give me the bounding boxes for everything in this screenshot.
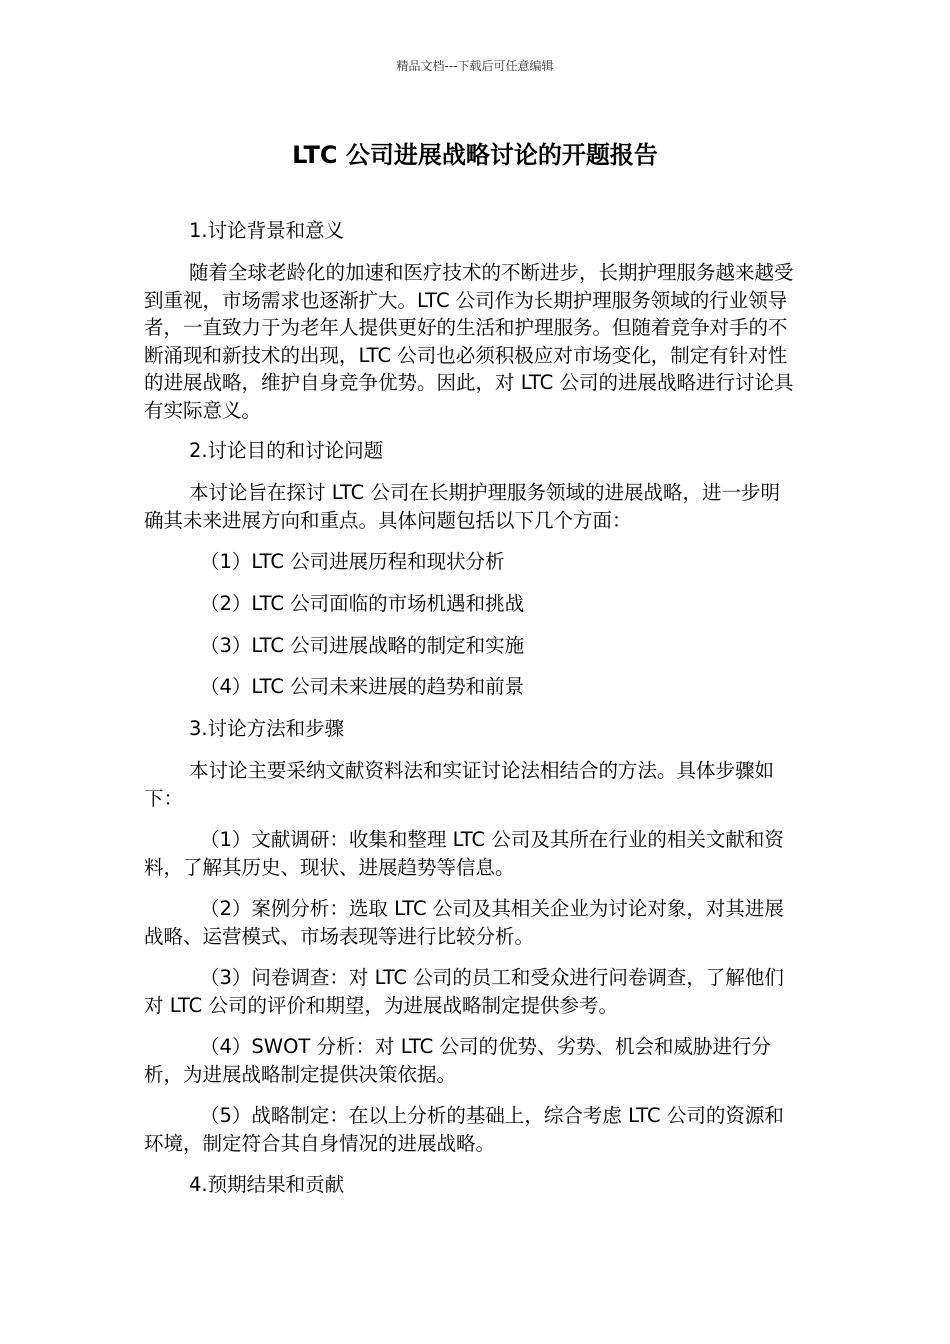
list-item: （3）LTC 公司进展战略的制定和实施 bbox=[200, 634, 525, 657]
list-item: （4）LTC 公司未来进展的趋势和前景 bbox=[200, 675, 525, 698]
document-title: LTC 公司进展战略讨论的开题报告 bbox=[292, 141, 658, 169]
step-item: （3）问卷调查：对 LTC 公司的员工和受众进行问卷调查，了解他们对 LTC 公司的评价和期望，为进展战略制定提供参考。 bbox=[144, 966, 784, 1017]
section-1-heading: 1.讨论背景和意义 bbox=[189, 219, 345, 242]
list-item: （1）LTC 公司进展历程和现状分析 bbox=[200, 550, 505, 573]
step-item: （5）战略制定：在以上分析的基础上，综合考虑 LTC 公司的资源和环境，制定符合其自身情况的进展战略。 bbox=[144, 1104, 784, 1155]
section-4-heading: 4.预期结果和贡献 bbox=[189, 1173, 345, 1196]
section-1-paragraph: 随着全球老龄化的加速和医疗技术的不断进步，长期护理服务越来越受到重视，市场需求也逐渐扩大。LTC 公司作为长期护理服务领域的行业领导者，一直致力于为老年人提供更好的生活和护理服务。但随着竞争对手的不断涌现和新技术的出现，LTC 公司也必须积极应对市场变化，制定有针对性的进展战略，维护自身竞争优势。因此，对 LTC 公司的进展战略进行讨论具有实际意义。 bbox=[144, 261, 794, 422]
header-note: 精品文档---下载后可任意编辑 bbox=[396, 59, 554, 73]
step-item: （4）SWOT 分析：对 LTC 公司的优势、劣势、机会和威胁进行分析，为进展战略制定提供决策依据。 bbox=[144, 1035, 771, 1086]
section-3-paragraph: 本讨论主要采纳文献资料法和实证讨论法相结合的方法。具体步骤如下： bbox=[144, 759, 775, 810]
section-3-heading: 3.讨论方法和步骤 bbox=[189, 717, 345, 740]
list-item: （2）LTC 公司面临的市场机遇和挑战 bbox=[200, 592, 525, 615]
section-2-heading: 2.讨论目的和讨论问题 bbox=[189, 439, 384, 462]
step-item: （1）文献调研：收集和整理 LTC 公司及其所在行业的相关文献和资料，了解其历史、现状、进展趋势等信息。 bbox=[144, 828, 784, 879]
step-item: （2）案例分析：选取 LTC 公司及其相关企业为讨论对象，对其进展战略、运营模式、市场表现等进行比较分析。 bbox=[144, 897, 784, 948]
section-2-paragraph: 本讨论旨在探讨 LTC 公司在长期护理服务领域的进展战略，进一步明确其未来进展方向和重点。具体问题包括以下几个方面： bbox=[144, 481, 780, 532]
